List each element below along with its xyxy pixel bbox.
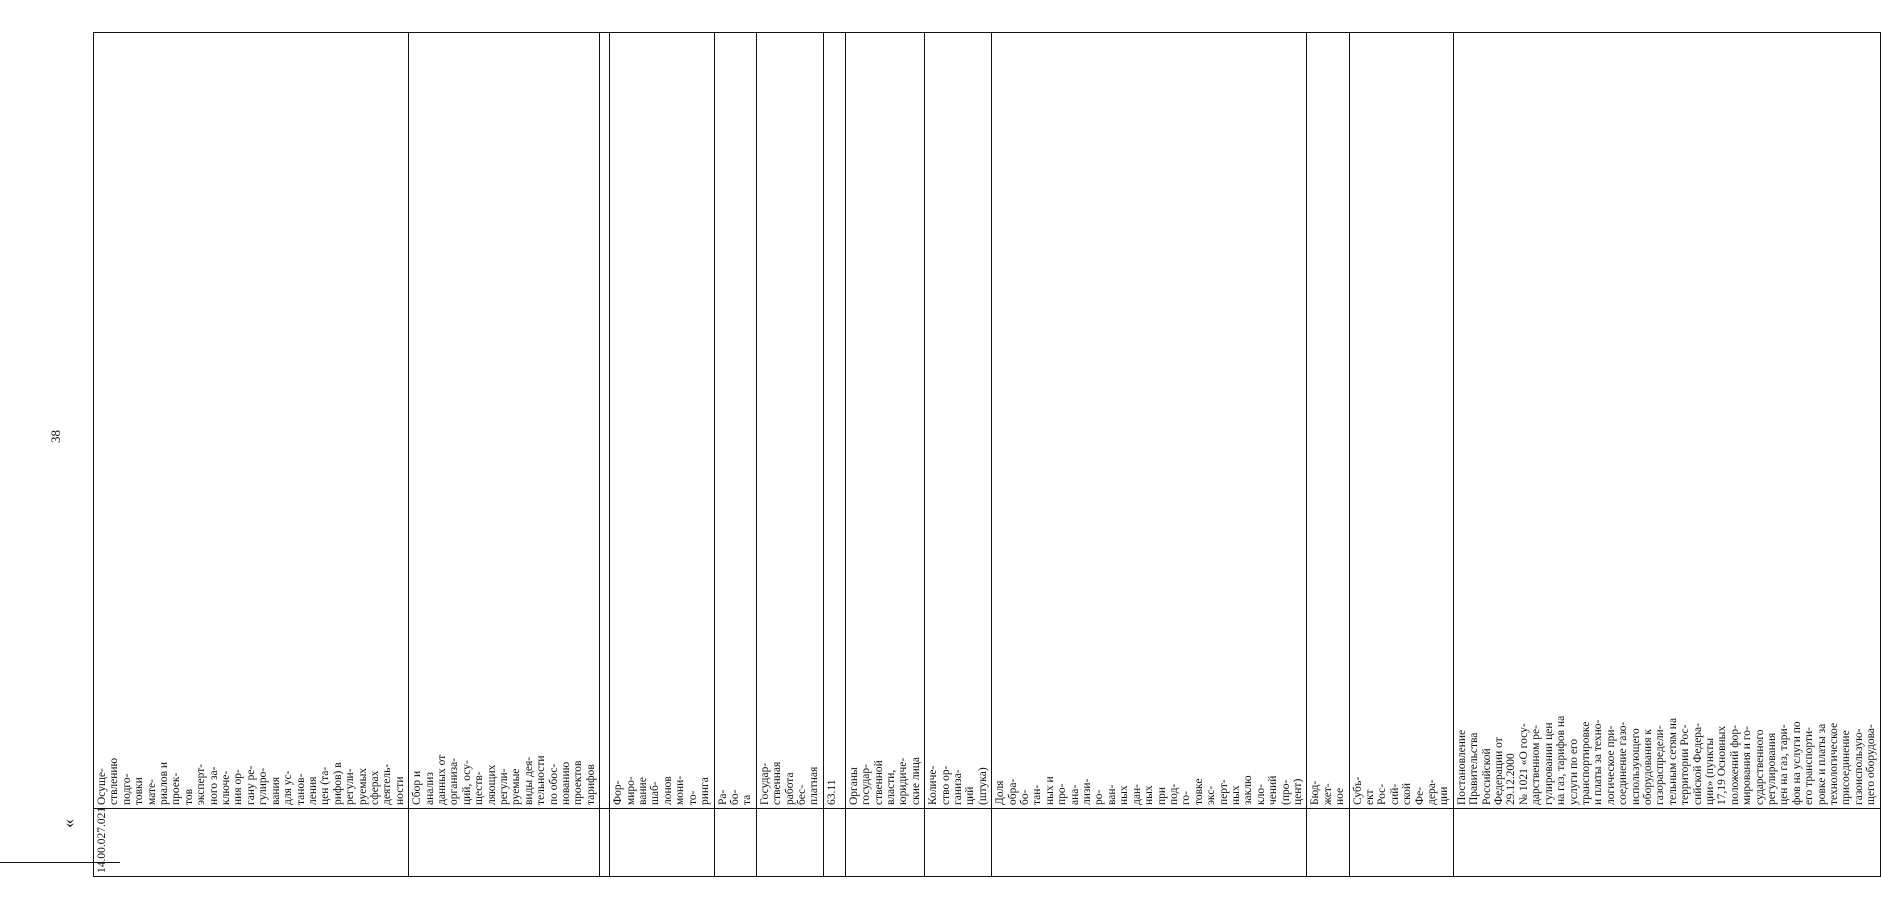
table-row	[756, 33, 823, 877]
table-row	[1307, 33, 1349, 877]
table-cell	[925, 809, 992, 877]
table-cell: Бюд- жет- ное	[1307, 33, 1349, 809]
table-row	[823, 33, 845, 877]
table-cell	[845, 809, 924, 877]
table-row	[1453, 33, 1880, 877]
table-cell	[409, 809, 600, 877]
table-cell: Осуще- ствлению подго- товки мате- риалов и проек- тов эксперт- ного за- ключе- ния ор- гану ре- гулиро- вания для ус- танов- ления цен (та- рифов) в регули- руемых сферах деятель- ности	[94, 33, 409, 809]
table-cell: Доля обра- бо- тан- ных и про- ана- лизи- ро- ван- ных дан- ных при под- го- товке экс- перт- ных заклю кло- чений (про- цент)	[992, 33, 1307, 809]
table-row	[409, 33, 600, 877]
opening-quote-mark: «	[58, 819, 78, 828]
table-row	[1349, 33, 1453, 877]
table-row	[610, 33, 714, 877]
table-cell: Государ- ственная работа бес- платная	[756, 33, 823, 809]
table-cell: 63.11	[823, 33, 845, 809]
table-cell	[756, 809, 823, 877]
table-cell: Ра- бо- та	[714, 33, 756, 809]
document-table-frame	[93, 33, 1878, 877]
table-cell	[992, 809, 1307, 877]
table-cell	[1349, 809, 1453, 877]
document-table	[93, 32, 1881, 877]
table-cell: Количе- ство ор- ганиза- ций (штука)	[925, 33, 992, 809]
table-cell: Постановление Правительства Российской Федерации от 29.12.2000 № 1021 «О госу- дарственном ре- гулировании цен на газ, тарифов на услуги по его транспортировке и платы за техно- логическое при- соединение газо- использующего оборудования к газораспредели- тельным сетям на территории Рос- сийской Федера- ции» (пункты 17,19 Основных положений фор- мирования и го- сударственного регулирования цен на газ, тари- фов на услуги по его транспорти- ровке и платы за технологическое присоединение газоиспользую- щего оборудова-	[1453, 33, 1880, 809]
table-row	[600, 33, 610, 877]
page-number: 38	[48, 430, 63, 443]
table-row	[992, 33, 1307, 877]
table-row	[845, 33, 924, 877]
table-cell	[600, 33, 610, 809]
table-cell: Органы государ- ственной власти, юридиче- ские лица	[845, 33, 924, 809]
table-row	[925, 33, 992, 877]
table-cell	[714, 809, 756, 877]
table-cell	[1453, 809, 1880, 877]
table-row	[714, 33, 756, 877]
table-cell: Фор- миро- вание шаб- лонов мони- то- ринга	[610, 33, 714, 809]
table-row	[94, 33, 409, 877]
table-cell: Сбор и анализ данных от организа- ций, осу- ществ- ляющих регули- руемые виды дея- тельности по обос- нованию проектов тарифов	[409, 33, 600, 809]
table-cell	[600, 809, 610, 877]
table-cell	[823, 809, 845, 877]
table-cell	[1307, 809, 1349, 877]
table-cell: 14.00.027.021	[94, 809, 409, 877]
table-cell	[610, 809, 714, 877]
table-cell: Субъ- ект Рос- сий- ской Фе- дера- ции	[1349, 33, 1453, 809]
